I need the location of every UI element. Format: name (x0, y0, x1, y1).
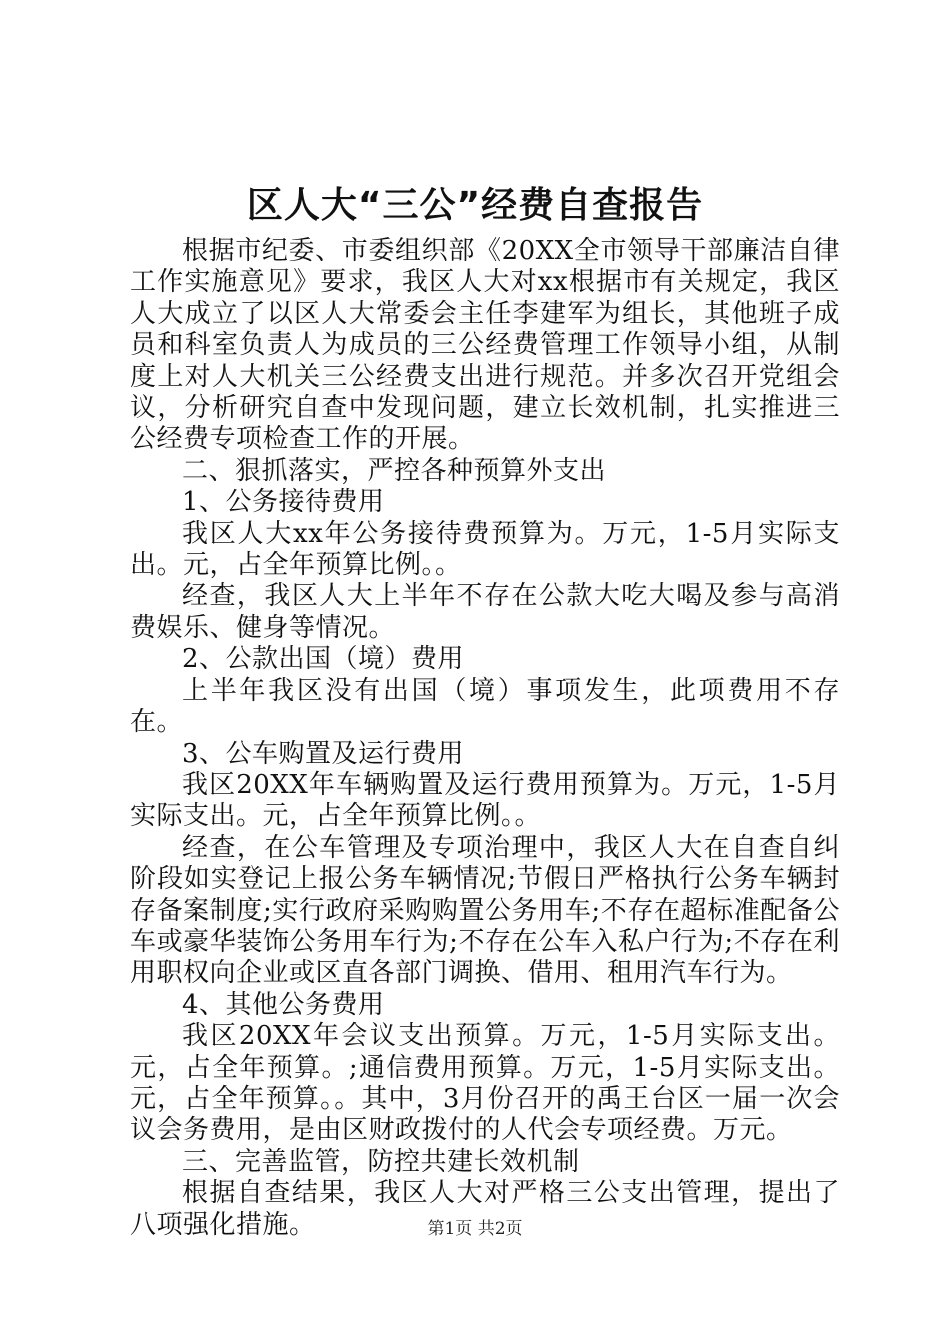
paragraph: 上半年我区没有出国（境）事项发生，此项费用不存在。 (130, 675, 840, 738)
paragraph: 我区20XX年车辆购置及运行费用预算为。万元，1-5月实际支出。元，占全年预算比例。。 (130, 769, 840, 832)
paragraph: 我区人大xx年公务接待费预算为。万元，1-5月实际支出。元，占全年预算比例。。 (130, 518, 840, 581)
subsection-heading: 2、公款出国（境）费用 (182, 644, 465, 675)
document-title: 区人大“三公”经费自查报告 (246, 185, 704, 226)
section-heading: 二、狠抓落实，严控各种预算外支出 (182, 455, 607, 486)
paragraph: 根据市纪委、市委组织部《20XX全市领导干部廉洁自律工作实施意见》要求，我区人大对xx根据市有关规定，我区人大成立了以区人大常委会主任李建军为组长，其他班子成员和科室负责人为成员的三公经费管理工作领导小组，从制度上对人大机关三公经费支出进行规范。并多次召开党组会议，分析研究自查中发现问题，建立长效机制，扎实推进三公经费专项检查工作的开展。 (130, 236, 840, 455)
paragraph: 我区20XX年会议支出预算。万元，1-5月实际支出。元，占全年预算。;通信费用预算。万元，1-5月实际支出。元，占全年预算。。其中，3月份召开的禹王台区一届一次会议会务费用，是由区财政拨付的人代会专项经费。万元。 (130, 1021, 840, 1146)
subsection-heading: 4、其他公务费用 (182, 989, 385, 1020)
paragraph: 经查，在公车管理及专项治理中，我区人大在自查自纠阶段如实登记上报公务车辆情况;节假日严格执行公务车辆封存备案制度;实行政府采购购置公务用车;不存在超标准配备公车或豪华装饰公务用车行为;不存在公车入私户行为;不存在利用职权向企业或区直各部门调换、借用、租用汽车行为。 (130, 832, 840, 989)
section-heading: 三、完善监管，防控共建长效机制 (182, 1146, 580, 1177)
subsection-heading: 3、公车购置及运行费用 (182, 738, 465, 769)
paragraph: 根据自查结果，我区人大对严格三公支出管理，提出了八项强化措施。 (130, 1178, 840, 1240)
paragraph: 经查，我区人大上半年不存在公款大吃大喝及参与高消费娱乐、健身等情况。 (130, 581, 840, 643)
document-body (130, 236, 840, 1241)
subsection-heading: 1、公务接待费用 (182, 487, 385, 518)
page-footer: 第1页 共2页 (427, 1219, 523, 1239)
